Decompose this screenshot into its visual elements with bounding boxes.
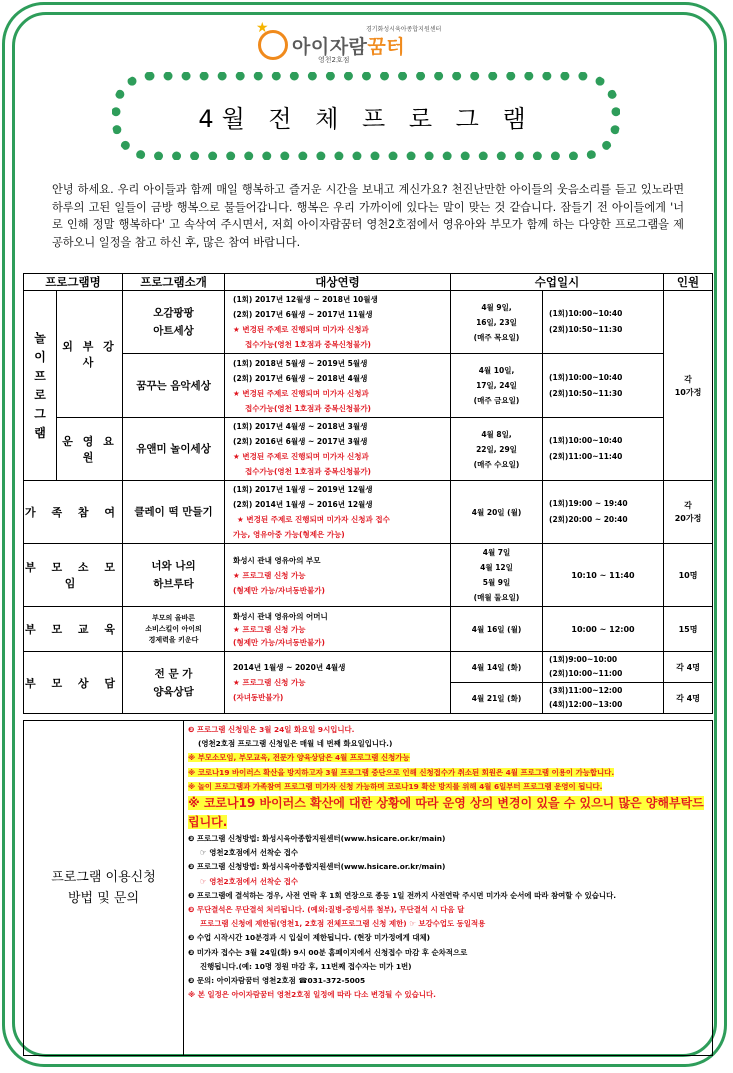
capacity-cell: 15명 [664, 607, 713, 652]
parents-meeting-label: 부 모 소 모 임 [24, 544, 123, 607]
time-cell: (1회)10:00~10:40 (2회)10:50~11:30 [543, 291, 664, 354]
parents-consult-label: 부 모 상 담 [24, 652, 123, 714]
parents-education-label: 부 모 교 육 [24, 607, 123, 652]
note-first-come: ☞ 영천2호점에서 선착순 접수 [200, 848, 299, 858]
program-name: 클레이 떡 만들기 [123, 481, 225, 544]
time-cell: (1회)10:00~10:40 (2회)11:00~11:40 [543, 418, 664, 481]
apply-info-table [23, 720, 713, 1056]
header-schedule: 수업일시 [451, 274, 664, 291]
age-cell: 화성시 관내 영유아의 부모 ★ 프로그램 신청 가능 (형제만 가능/자녀동반불가) [225, 544, 451, 607]
header-capacity: 인원 [664, 274, 713, 291]
program-name: 너와 나의 하브루타 [123, 544, 225, 607]
note-schedule-change: ※ 본 일정은 아이자람꿈터 영천2호점 일정에 따라 다소 변경될 수 있습니다. [188, 990, 436, 1000]
family-label: 가 족 참 여 [24, 481, 123, 544]
note-contact: ❸ 문의: 아이자람꿈터 영천2호점 ☎031-372-5005 [188, 976, 366, 986]
date-cell: 4월 16일 (월) [451, 607, 543, 652]
program-name: 오감팡팡 아트세상 [123, 291, 225, 354]
time-cell: (1회)19:00 ~ 19:40 (2회)20:00 ~ 20:40 [543, 481, 664, 544]
time-cell: (3회)11:00~12:00 (4회)12:00~13:00 [543, 683, 664, 714]
date-cell: 4월 10일, 17일, 24일 (매주 금요일) [451, 354, 543, 418]
table-row [24, 481, 713, 544]
apply-method-label: 프로그램 이용신청 방법 및 문의 [24, 721, 184, 1056]
capacity-cell: 각 4명 [664, 652, 713, 683]
date-cell: 4월 14일 (화) [451, 652, 543, 683]
note-covid-change: ※ 코로나19 바이러스 확산에 대한 상황에 따라 운영 상의 변경이 있을 수 있으니 많은 양해부탁드립니다. [188, 796, 704, 830]
note-apply-date: ❸ 프로그램 신청일은 3월 24일 화요일 9시입니다. [188, 725, 355, 734]
table-row [24, 354, 713, 418]
logo-subtitle: 영천2호점 [318, 56, 350, 64]
logo-name: 아이자람꿈터 [292, 36, 406, 58]
date-cell: 4월 8일, 22일, 29일 (매주 수요일) [451, 418, 543, 481]
note-covid-cancel: ※ 코로나19 바이러스 확산을 방지하고자 3월 프로그램 중단으로 인해 신청접수가 취소된 회원은 4월 프로그램 이용이 가능합니다. [188, 767, 615, 777]
date-cell: 4월 20일 (월) [451, 481, 543, 544]
header-name: 프로그램명 [24, 274, 123, 291]
note-parents-programs: ※ 부모소모임, 부모교육, 전문가 양육상담은 4월 프로그램 신청가능 [188, 753, 410, 763]
note-apply-method: ❸ 프로그램 신청방법: 화성시육아종합지원센터(www.hsicare.or.kr/main) [188, 834, 446, 844]
time-cell: (1회)9:00~10:00 (2회)10:00~11:00 [543, 652, 664, 683]
program-name: 전 문 가 양육상담 [123, 652, 225, 714]
logo-org: 경기화성시육아종합지원센터 [366, 26, 442, 33]
date-cell: 4월 9일, 16일, 23일 (매주 목요일) [451, 291, 543, 354]
header-age: 대상연령 [225, 274, 451, 291]
external-teacher-label: 외 부 강 사 [57, 291, 123, 418]
time-cell: 10:10 ~ 11:40 [543, 544, 664, 607]
date-cell: 4월 21일 (화) [451, 683, 543, 714]
apply-notes [184, 721, 713, 1056]
note-first-come-2: ☞ 영천2호점에서 선착순 접수 [200, 876, 299, 886]
age-cell: (1회) 2017년 1월생 ~ 2019년 12월생 (2회) 2014년 1월생 ~ 2016년 12월생 ★ 변경된 주제로 진행되며 미가자 신청과 접수 가능, 영유아중 가능(형제은 가능) [225, 481, 451, 544]
note-waitlist-example: 진행됩니다.(예: 10명 정원 마감 후, 11번째 접수자는 미가 1번) [200, 961, 412, 971]
date-cell: 4월 7일 4월 12일 5월 9일 (매월 둘요일) [451, 544, 543, 607]
age-cell: (1회) 2017년 12월생 ~ 2018년 10월생 (2회) 2017년 6월생 ~ 2017년 11월생 ★ 변경된 주제로 진행되며 미가자 신청과 접수가능(영천 1호점과 중복신청불가) [225, 291, 451, 354]
time-cell: 10:00 ~ 12:00 [543, 607, 664, 652]
note-no-show-limit: 프로그램 신청에 제한됨(영천1, 2호점 전체프로그램 신청 제한) ☞ 보강수업도 동일적용 [200, 919, 486, 929]
note-apply-method-2: ❸ 프로그램 신청방법: 화성시육아종합지원센터(www.hsicare.or.kr/main) [188, 862, 446, 872]
program-name: 꿈꾸는 음악세상 [123, 354, 225, 418]
age-cell: 화성시 관내 영유아의 어머니 ★ 프로그램 신청 가능 (형제만 가능/자녀동반불가) [225, 607, 451, 652]
title-box [112, 72, 620, 160]
table-row [24, 418, 713, 481]
capacity-cell: 각 20가정 [664, 481, 713, 544]
note-no-show: ❸ 무단결석은 무단결석 처리됩니다. (예외:질병-증빙서류 첨부), 무단결석 시 다음 달 [188, 905, 465, 915]
capacity-cell: 각 10가정 [664, 291, 713, 481]
table-row [24, 544, 713, 607]
note-late: ❸ 수업 시작시간 10분경과 시 입실이 제한됩니다. (현장 미가정에게 대체) [188, 933, 431, 943]
program-name: 부모의 올바른 소비스킬이 아이의 경제력을 키운다 [123, 607, 225, 652]
age-cell: 2014년 1월생 ~ 2020년 4월생 ★ 프로그램 신청 가능 (자녀동반불가) [225, 652, 451, 714]
table-header-row [24, 274, 713, 291]
program-name: 유앤미 놀이세상 [123, 418, 225, 481]
note-apply-day: (영천2호점 프로그램 신청일은 매월 네 번째 화요일입니다.) [198, 739, 393, 749]
logo [256, 20, 478, 66]
note-waitlist: ❸ 미가자 접수는 3월 24일(화) 9시 00분 홈페이지에서 신청접수 마감 후 순차적으로 [188, 947, 468, 957]
staff-label: 운 영 요 원 [57, 418, 123, 481]
play-program-label: 놀 이 프 로 그 램 [24, 291, 57, 481]
header-intro: 프로그램소개 [123, 274, 225, 291]
capacity-cell: 10명 [664, 544, 713, 607]
page-title: 4월 전 체 프 로 그 램 [198, 104, 534, 133]
capacity-cell: 각 4명 [664, 683, 713, 714]
table-row [24, 607, 713, 652]
program-table [23, 273, 713, 714]
star-icon: ★ [256, 20, 269, 36]
table-row [24, 291, 713, 354]
note-covid-resume: ※ 놀이 프로그램과 가족참여 프로그램 미가자 신청 가능하며 코로나19 확산 방지를 위해 4월 6일부터 프로그램 운영이 됩니다. [188, 781, 603, 791]
note-absence: ❸ 프로그램에 결석하는 경우, 사전 연락 후 1회 연장으로 종등 1일 전까지 사전연락 주시면 미가자 순서에 따라 참여할 수 있습니다. [188, 890, 617, 900]
age-cell: (1회) 2018년 5월생 ~ 2019년 5월생 (2회) 2017년 6월생 ~ 2018년 4월생 ★ 변경된 주제로 진행되며 미가자 신청과 접수가능(영천 1호점과 중복신청불가) [225, 354, 451, 418]
table-row [24, 652, 713, 683]
intro-paragraph: 안녕 하세요. 우리 아이들과 함께 매일 행복하고 즐거운 시간을 보내고 계신가요? 천진난만한 아이들의 웃음소리를 듣고 있노라면 하루의 고된 일들이 금방 행복으로 물들어갑니다. 행복은 우리 가까이에 있다는 말이 맞는 것 같습니다. 잠들기 전 아이들에게 '너로 인해 정말 행복하다' 고 속삭여 주시면서, 저희 아이자람꿈터 영천2호점에서 영유아와 부모가 함께 하는 다양한 프로그램을 제공하오니 일정을 참고 하신 후, 많은 참여 바랍니다. [52, 183, 684, 249]
time-cell: (1회)10:00~10:40 (2회)10:50~11:30 [543, 354, 664, 418]
age-cell: (1회) 2017년 4월생 ~ 2018년 3월생 (2회) 2016년 6월생 ~ 2017년 3월생 ★ 변경된 주제로 진행되며 미가자 신청과 접수가능(영천 1호점과 중복신청불가) [225, 418, 451, 481]
